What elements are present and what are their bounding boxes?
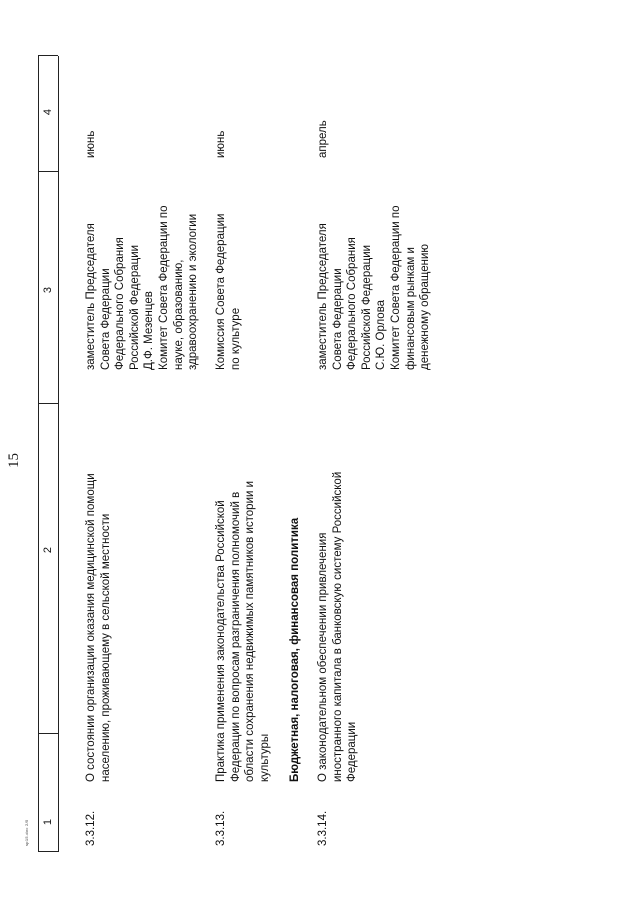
footer-file-mark: sp15.doc 2/5 [24,819,29,846]
header-divider-2-3 [38,403,58,404]
column-number-3: 3 [42,286,54,294]
row-responsible: Комиссия Совета Федерации по культуре [215,213,242,370]
header-bottom-border [58,56,59,852]
header-border-left [38,851,58,852]
page-number: 15 [6,453,22,468]
row-title: Практика применения законодательства Российской Федерации по вопросам разграничения полномочий в области сохранения недвижимых памятников истории и культуры [215,480,271,782]
header-border-right [38,55,58,56]
row-term: апрель [317,120,329,158]
column-number-2: 2 [42,546,54,554]
row-number: 3.3.14. [317,810,329,846]
header-divider-3-4 [38,171,58,172]
section-heading: Бюджетная, налоговая, финансовая политика [289,517,301,782]
row-number: 3.3.12. [85,810,97,846]
row-title: О состоянии организации оказания медицинской помощи населению, проживающему в сельской местности [85,473,112,782]
row-term: июнь [85,130,97,158]
row-number: 3.3.13. [215,810,227,846]
column-number-4: 4 [42,108,54,116]
column-number-1: 1 [42,818,54,826]
row-responsible: заместитель Председателя Совета Федерации Федерального Собрания Российской Федерации Д.Ф. Мезенцев Комитет Совета Федерации по науке, образованию, здравоохранению и экологии [85,205,200,370]
header-divider-1-2 [38,733,58,734]
row-responsible: заместитель Председателя Совета Федерации Федерального Собрания Российской Федерации С.Ю. Орлова Комитет Совета Федерации по финансовым рынкам и денежному обращению [317,205,432,370]
row-title: О законодательном обеспечении привлечения иностранного капитала в банковскую систему Российской Федерации [317,471,359,782]
row-term: июнь [215,130,227,158]
